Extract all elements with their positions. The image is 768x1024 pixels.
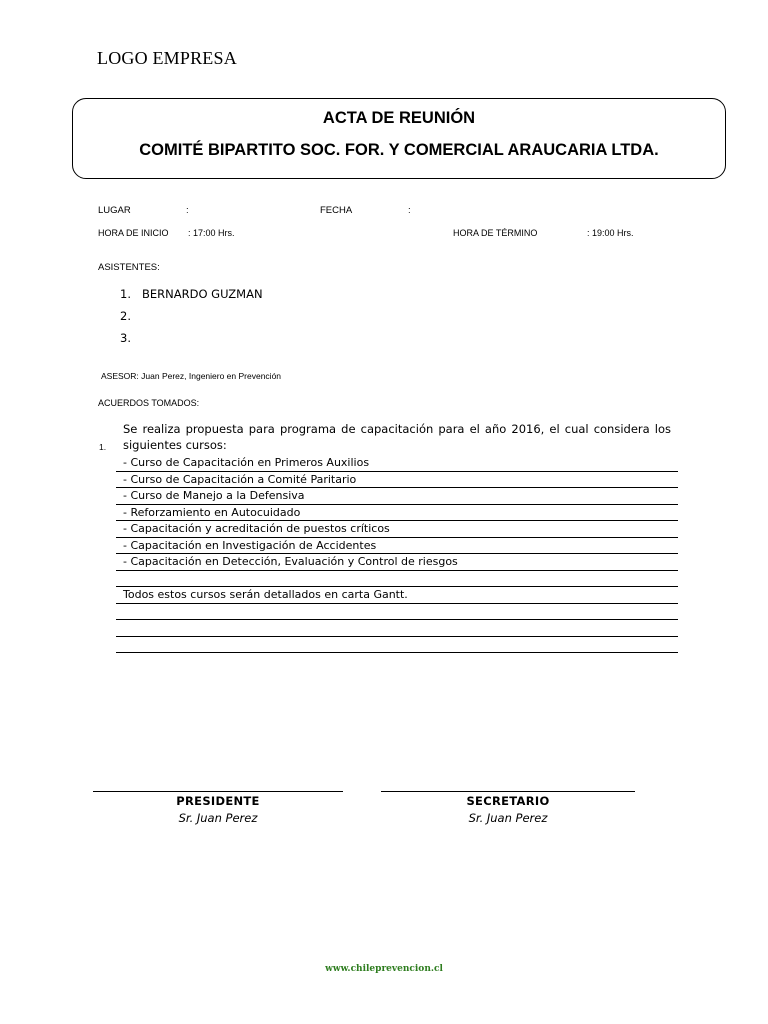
agreement-line [116, 604, 678, 621]
attendee-item [120, 287, 263, 301]
acuerdos-label: ACUERDOS TOMADOS: [98, 398, 200, 408]
attendee-number: 1. [120, 287, 131, 301]
agreement-number: 1. [99, 442, 107, 452]
attendee-number: 3. [120, 331, 131, 345]
president-name: Sr. Juan Perez [178, 811, 258, 825]
agreement-line: - Curso de Capacitación a Comité Paritario [116, 472, 678, 489]
attendee-item [120, 309, 142, 323]
footer-website: www.chileprevencion.cl [325, 964, 443, 974]
agreement-line: Todos estos cursos serán detallados en carta Gantt. [116, 587, 678, 604]
fecha-value: : [408, 205, 411, 216]
agreement-line [116, 620, 678, 637]
hora-termino-value: : 19:00 Hrs. [587, 228, 634, 238]
agreement-line: - Curso de Manejo a la Defensiva [116, 488, 678, 505]
president-title: PRESIDENTE [176, 794, 260, 808]
agreement-line [116, 571, 678, 588]
agreement-line: - Curso de Capacitación en Primeros Auxilios [116, 455, 678, 472]
agreement-line: - Reforzamiento en Autocuidado [116, 505, 678, 522]
secretary-title: SECRETARIO [466, 794, 550, 808]
fecha-label: FECHA [320, 205, 353, 216]
committee-name: COMITÉ BIPARTITO SOC. FOR. Y COMERCIAL ARAUCARIA LTDA. [139, 141, 659, 159]
secretary-signature-line [381, 791, 635, 792]
hora-inicio-label: HORA DE INICIO [98, 228, 169, 238]
document-title: ACTA DE REUNIÓN [322, 109, 476, 127]
attendee-number: 2. [120, 309, 131, 323]
title-box [72, 98, 726, 179]
agreement-intro: Se realiza propuesta para programa de capacitación para el año 2016, el cual considera los siguientes cursos: [123, 422, 671, 452]
agreement-line [116, 637, 678, 654]
attendee-item [120, 331, 142, 345]
hora-termino-label: HORA DE TÉRMINO [453, 228, 538, 238]
asistentes-label: ASISTENTES: [98, 262, 160, 273]
agreement-line: - Capacitación en Investigación de Accidentes [116, 538, 678, 555]
hora-inicio-value: : 17:00 Hrs. [188, 228, 235, 238]
agreement-line: - Capacitación en Detección, Evaluación y Control de riesgos [116, 554, 678, 571]
secretary-name: Sr. Juan Perez [468, 811, 548, 825]
company-logo-placeholder: LOGO EMPRESA [97, 48, 237, 68]
lugar-label: LUGAR [98, 205, 131, 216]
president-signature-line [93, 791, 343, 792]
asesor-line: ASESOR: Juan Perez, Ingeniero en Prevención [101, 371, 282, 381]
attendee-name: BERNARDO GUZMAN [142, 287, 263, 301]
agreement-line: - Capacitación y acreditación de puestos críticos [116, 521, 678, 538]
lugar-value: : [186, 205, 189, 216]
